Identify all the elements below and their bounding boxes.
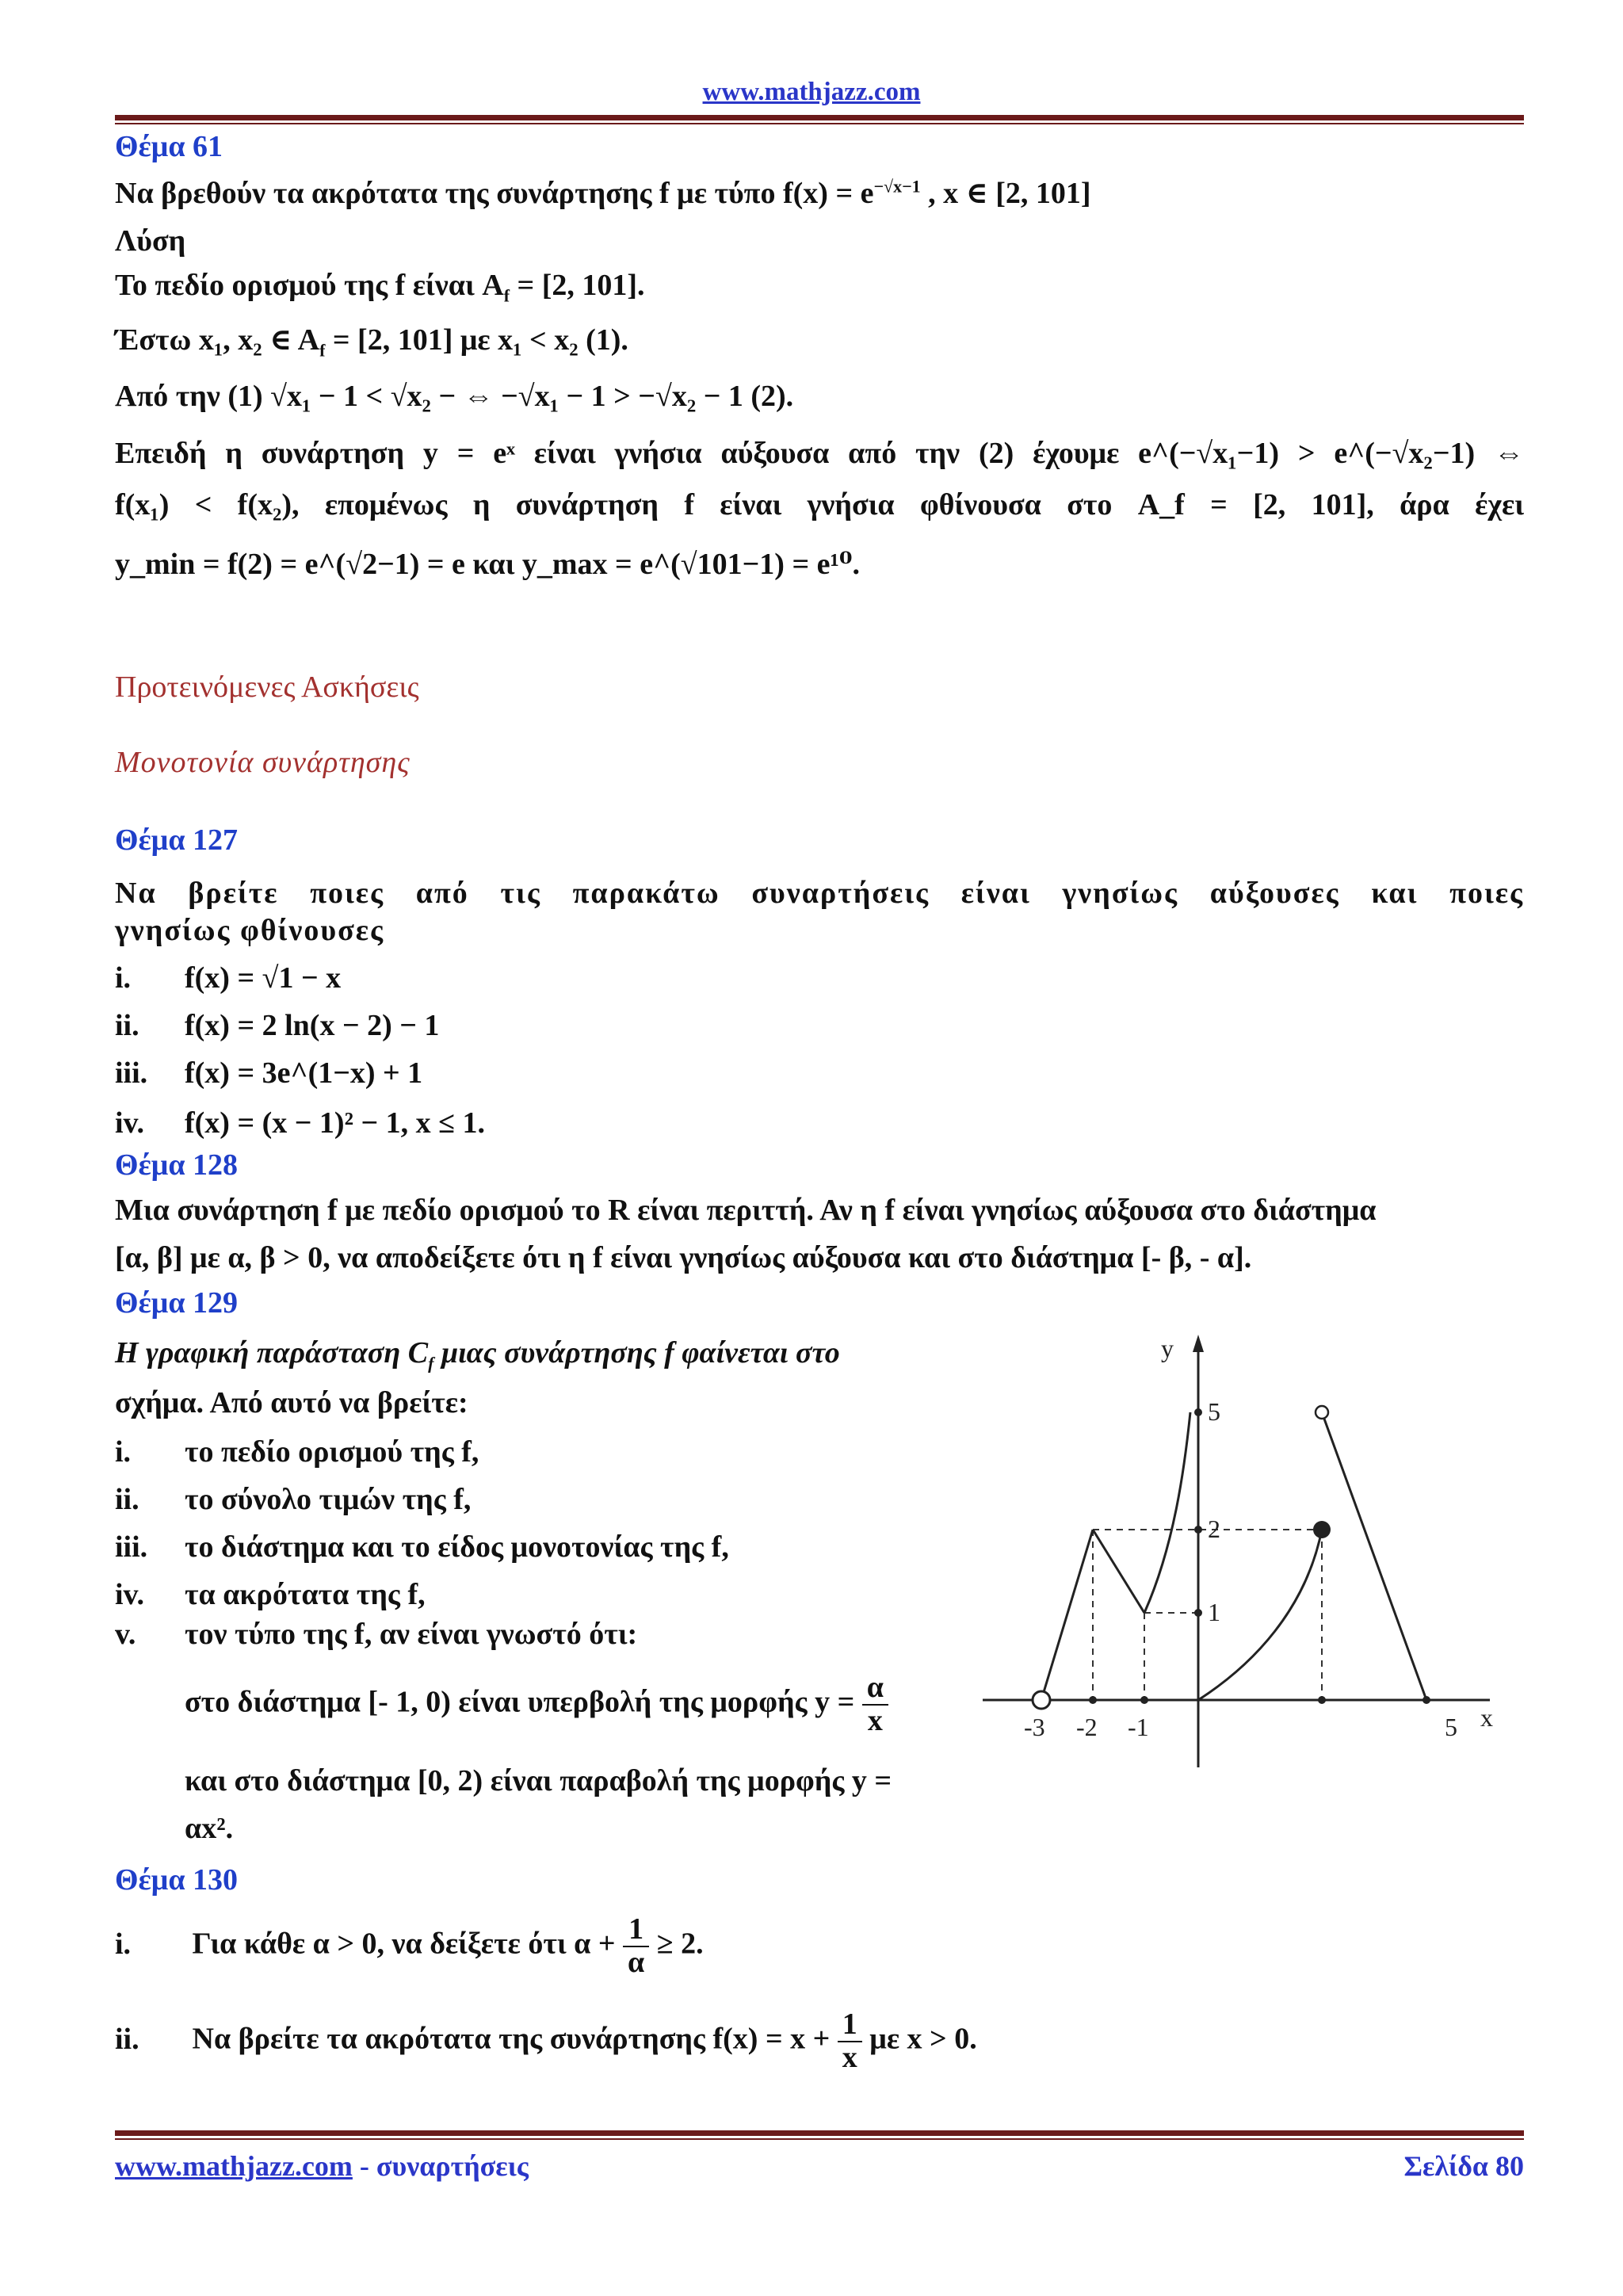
footer-sep: - (352, 2150, 376, 2182)
axis-dots (1089, 1408, 1430, 1704)
x-tick-5: 5 (1445, 1713, 1457, 1741)
t61-line1 (115, 268, 645, 307)
t61-line3: Από την (1) √x₁ − 1 < √x₂ − ⇔ −√x₁ − 1 > −√x₂ − 1 (2). (115, 380, 794, 413)
t129-item-2-label: ii. (115, 1483, 139, 1516)
t129-hyp-den: x (867, 1703, 883, 1737)
t130-i-num: 1 (623, 1914, 649, 1947)
t129-parabola-1: και στο διάστημα [0, 2) είναι παραβολή της μορφής y = (185, 1764, 892, 1797)
t129-item-5 (115, 1617, 637, 1652)
footer-site-link[interactable]: www.mathjazz.com (115, 2150, 353, 2182)
t61-line2 (115, 321, 628, 361)
t61-line2-text: Έστω x₁, x₂ ∈ A (115, 323, 320, 357)
y-tick-1: 1 (1208, 1598, 1220, 1626)
graph-curve (1041, 1412, 1426, 1700)
t129-intro-1-text: Η γραφική παράσταση C (115, 1336, 429, 1370)
y-tick-2: 2 (1208, 1515, 1220, 1543)
t129-hyperbola-fraction (862, 1672, 888, 1737)
t127-item-1-text: f(x) = √1 − x (185, 961, 342, 995)
t130-item-1-end: ≥ 2. (656, 1927, 704, 1961)
t130-item-2-label: ii. (115, 2022, 139, 2056)
t61-line2-end: = [2, 101] με x₁ < x₂ (1). (325, 323, 628, 357)
t61-domain: , x ∈ [2, 101] (928, 177, 1091, 210)
t129-item-1-text: το πεδίο ορισμού της f, (185, 1435, 479, 1469)
filled-point (1313, 1521, 1331, 1538)
x-tick-minus3: -3 (1024, 1713, 1045, 1741)
t130-item-2-end: με x > 0. (869, 2022, 977, 2056)
section-subtitle: Μονοτονία συνάρτησης (115, 746, 411, 779)
footer-left (115, 2149, 529, 2183)
t129-hyperbola-text: στο διάστημα [- 1, 0) είναι υπερβολή της μορφής y = (185, 1685, 855, 1719)
footer-page-number: Σελίδα 80 (1403, 2150, 1524, 2182)
t130-item-2 (115, 2009, 977, 2074)
t61-line4: Επειδή η συνάρτηση y = eˣ είναι γνήσια αύξουσα από την (2) έχουμε e^(−√x₁−1) > e^(−√x₂−1) ⇔ (115, 437, 1524, 470)
t129-item-4 (115, 1577, 426, 1612)
t127-item-2-text: f(x) = 2 ln(x − 2) − 1 (185, 1009, 440, 1042)
t61-line1-end: = [2, 101]. (510, 269, 645, 302)
t129-intro-1-end: μιας συνάρτησης f φαίνεται στο (433, 1336, 840, 1370)
footer-rule (115, 2130, 1524, 2140)
t129-item-1 (115, 1435, 479, 1469)
t61-statement-text: Να βρεθούν τα ακρότατα της συνάρτησης f με τύπο (115, 177, 776, 210)
t130-item-2-fraction (838, 2009, 862, 2074)
t129-item-2 (115, 1482, 471, 1517)
t61-line1-text: Το πεδίο ορισμού της f είναι A (115, 269, 504, 302)
section-title: Προτεινόμενες Ασκήσεις (115, 670, 419, 704)
t129-item-4-text: τα ακρότατα της f, (185, 1578, 426, 1611)
t129-item-2-text: το σύνολο τιμών της f, (185, 1483, 472, 1516)
open-point-left (1033, 1691, 1050, 1709)
t128-title: Θέμα 128 (115, 1148, 239, 1182)
t129-parabola-2: αx². (185, 1812, 234, 1845)
t127-item-1 (115, 961, 341, 995)
t129-item-5-label: v. (115, 1618, 136, 1651)
t127-item-4 (115, 1106, 485, 1140)
footer-topic: συναρτήσεις (376, 2150, 529, 2182)
t129-item-5-text: τον τύπο της f, αν είναι γνωστό ότι: (185, 1618, 638, 1651)
t127-item-3-text: f(x) = 3e^(1−x) + 1 (185, 1056, 423, 1090)
t61-line5: f(x₁) < f(x₂), επομένως η συνάρτηση f είναι γνήσια φθίνουσα στο A_f = [2, 101], άρα έχει (115, 488, 1524, 521)
t61-formula-base: f(x) = e (783, 177, 874, 210)
t61-line1-sub: f (503, 285, 510, 306)
open-point-top (1316, 1406, 1328, 1419)
t129-intro-1 (115, 1335, 955, 1374)
t130-item-1-label: i. (115, 1927, 132, 1961)
t130-item-1-fraction (623, 1914, 649, 1979)
t129-item-3 (115, 1530, 729, 1564)
y-axis-arrow (1193, 1335, 1204, 1352)
header-rule (115, 115, 1524, 124)
t61-formula-exp: −√x−1 (873, 176, 921, 197)
t61-line6: y_min = f(2) = e^(√2−1) = e και y_max = e^(√101−1) = e¹⁰. (115, 548, 861, 581)
t127-item-2 (115, 1008, 439, 1043)
t129-title: Θέμα 129 (115, 1286, 239, 1320)
t61-title: Θέμα 61 (115, 130, 223, 163)
t130-i-den: α (628, 1945, 645, 1979)
t129-intro-1-sub: f (428, 1353, 434, 1373)
t129-graph (975, 1324, 1498, 1799)
t127-item-2-label: ii. (115, 1009, 139, 1042)
t61-statement (115, 174, 1091, 211)
t127-title: Θέμα 127 (115, 823, 239, 857)
header-site-link[interactable]: www.mathjazz.com (702, 78, 921, 106)
y-axis-label: y (1161, 1334, 1174, 1362)
t130-ii-den: x (842, 2040, 857, 2074)
t128-line2: [α, β] με α, β > 0, να αποδείξετε ότι η f είναι γνησίως αύξουσα και στο διάστημα [- β, - α]. (115, 1241, 1252, 1274)
t129-item-1-label: i. (115, 1435, 132, 1469)
t61-lysi: Λύση (115, 224, 186, 258)
x-tick-minus1: -1 (1128, 1713, 1149, 1741)
t127-item-3-label: iii. (115, 1056, 148, 1090)
x-tick-minus2: -2 (1076, 1713, 1098, 1741)
t127-item-3 (115, 1056, 422, 1091)
t129-item-3-text: το διάστημα και το είδος μονοτονίας της f, (185, 1530, 729, 1564)
t130-item-1 (115, 1914, 704, 1979)
t129-intro-2: σχήμα. Από αυτό να βρείτε: (115, 1386, 468, 1419)
t127-item-1-label: i. (115, 961, 132, 995)
t129-hyp-num: α (862, 1672, 888, 1706)
x-axis-label: x (1480, 1703, 1493, 1732)
t127-item-4-label: iv. (115, 1106, 144, 1140)
t130-title: Θέμα 130 (115, 1863, 239, 1897)
t129-hyperbola (185, 1672, 888, 1737)
t61-line2-sub: f (319, 340, 326, 361)
t130-item-2-text: Να βρείτε τα ακρότατα της συνάρτησης f(x) = x + (192, 2022, 831, 2056)
t128-line1: Μια συνάρτηση f με πεδίο ορισμού το R είναι περιττή. Αν η f είναι γνησίως αύξουσα στο διάστημα (115, 1194, 1377, 1227)
t127-statement-2: γνησίως φθίνουσες (115, 914, 385, 947)
t129-item-4-label: iv. (115, 1578, 144, 1611)
y-tick-5: 5 (1208, 1397, 1220, 1426)
t127-item-4-text: f(x) = (x − 1)² − 1, x ≤ 1. (185, 1106, 485, 1140)
t127-statement-1: Να βρείτε ποιες από τις παρακάτω συναρτήσεις είναι γνησίως αύξουσες και ποιες (115, 877, 1524, 910)
t129-item-3-label: iii. (115, 1530, 148, 1564)
t130-ii-num: 1 (838, 2009, 862, 2042)
t130-item-1-text: Για κάθε α > 0, να δείξετε ότι α + (192, 1927, 616, 1961)
